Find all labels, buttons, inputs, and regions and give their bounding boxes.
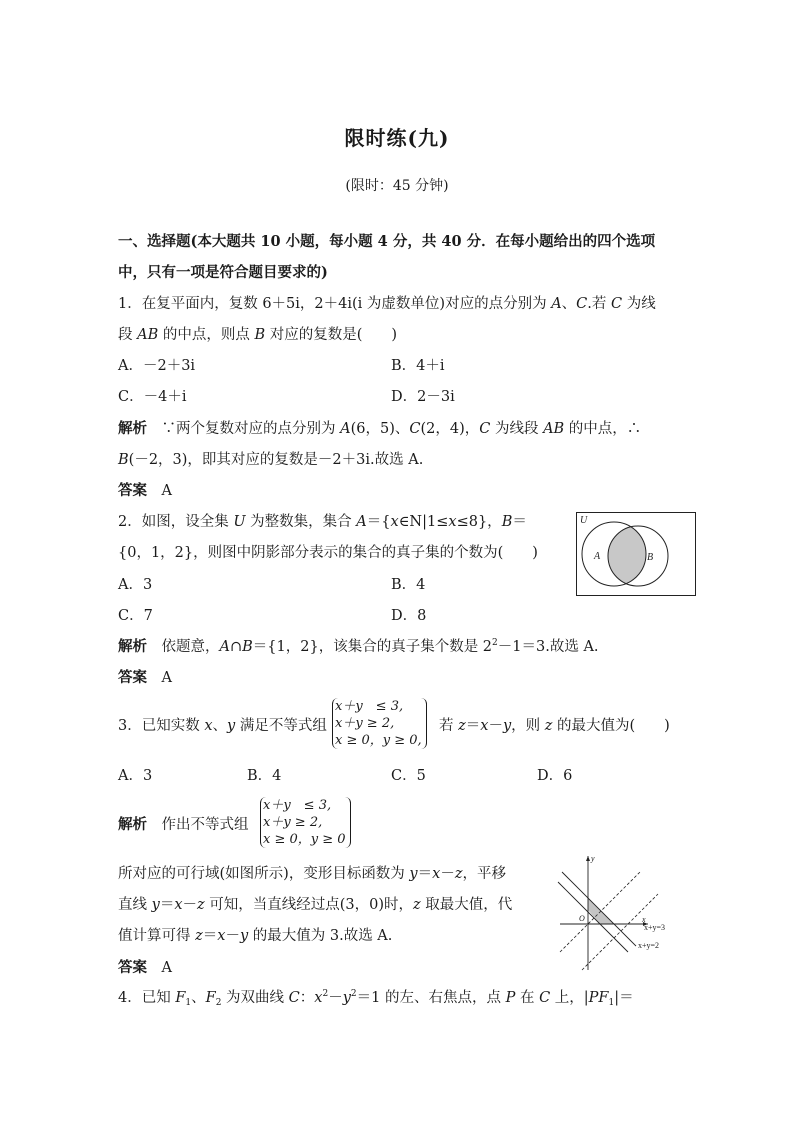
q1-solution-line2: B(－2，3)，即其对应的复数是－2＋3i.故选 A. [118, 452, 424, 468]
q2-solution-label: 解析 [118, 638, 147, 655]
q3-option-d: D．6 [537, 768, 573, 784]
graph-label-origin: O [579, 914, 585, 923]
q2-option-b: B．4 [391, 577, 426, 593]
line-x-plus-y-3 [562, 872, 636, 946]
venn-label-a: A [594, 551, 601, 562]
q3-stem-lead: 3．已知实数 x、y 满足不等式组 [118, 718, 327, 734]
q1-option-d: D．2－3i [391, 389, 455, 405]
q1-answer-label: 答案 [118, 482, 147, 499]
q2-solution: 解析 依题意，A∩B＝{1，2}，该集合的真子集个数是 $2^2-1=3$.故选 A. [118, 638, 599, 655]
q2-option-a: A．3 [118, 577, 153, 593]
venn-label-u: U [580, 515, 588, 526]
q3-answer-value: A [161, 960, 172, 976]
section-heading-line2: 中，只有一项是符合题目要求的) [118, 264, 328, 281]
q3-option-a: A．3 [118, 768, 153, 784]
q3-stem-tail: 若 z＝x－y，则 z 的最大值为( ) [439, 718, 670, 734]
q2-answer-value: A [161, 670, 172, 686]
q3-solution-label: 解析 [118, 816, 147, 833]
objective-line-through-origin [560, 872, 640, 952]
q1-stem-line2: 段 AB 的中点，则点 B 对应的复数是( ) [118, 327, 398, 343]
graph-label-y: y [591, 854, 595, 863]
graph-label-x: x [642, 915, 646, 924]
y-axis-arrow [586, 856, 590, 861]
section-heading-line1: 一、选择题(本大题共 10 小题，每小题 4 分，共 40 分．在每小题给出的四个选项 [118, 233, 656, 250]
q3-solution-inequality-system: x＋y ≤ 3, x＋y ≥ 2, x ≥ 0，y ≥ 0 [260, 797, 351, 848]
q3-answer-label: 答案 [118, 959, 147, 976]
q2-answer-label: 答案 [118, 669, 147, 686]
page-title: 限时练(九) [344, 126, 450, 150]
q1-option-b: B．4＋i [391, 358, 445, 374]
q1-answer-value: A [161, 483, 172, 499]
graph-label-line-3: x+y=3 [644, 923, 666, 932]
q2-option-c: C．7 [118, 608, 153, 624]
time-limit: (限时：45 分钟) [345, 178, 449, 194]
venn-label-b: B [647, 552, 654, 563]
venn-diagram [576, 512, 696, 597]
q3-answer [118, 958, 172, 978]
q1-stem-line1: 1．在复平面内，复数 6＋5i，2＋4i(i 为虚数单位)对应的点分别为 A、C.若 C 为线 [118, 296, 656, 312]
q1-solution-line1: 解析 ∵两个复数对应的点分别为 A(6，5)、C(2，4)，C 为线段 AB 的中点，∴ [118, 420, 642, 437]
q3-solution-line3: 值计算可得 z＝x－y 的最大值为 3.故选 A. [118, 928, 393, 944]
q1-option-a: A．－2＋3i [118, 358, 196, 374]
q2-stem-line1: 2．如图，设全集 U 为整数集，集合 A＝{x∈N|1≤x≤8}，B＝ [118, 514, 527, 530]
q2-answer [118, 668, 172, 688]
graph-label-line-2: x+y=2 [638, 941, 660, 950]
feasible-region-graph [552, 852, 677, 974]
q3-option-b: B．4 [247, 768, 282, 784]
q3-solution-line2: 直线 y＝x－z 可知，当直线经过点(3，0)时，z 取最大值，代 [118, 897, 513, 913]
q2-stem-line2: {0，1，2}，则图中阴影部分表示的集合的真子集的个数为( ) [118, 545, 538, 561]
q3-inequality-system: x＋y ≤ 3, x＋y ≥ 2, x ≥ 0，y ≥ 0, [332, 698, 427, 749]
line-x-plus-y-2 [558, 882, 628, 952]
q1-answer [118, 481, 172, 501]
q1-option-c: C．－4＋i [118, 389, 187, 405]
q1-solution-label: 解析 [118, 420, 147, 437]
q4-stem-line1: 4．已知 $F_1$、$F_2$ 为双曲线 C：$x^2-y^2=1$ 的左、右焦点，点 P 在 C 上，$|PF_1|=$ [118, 989, 634, 1008]
q3-solution-line1: 所对应的可行域(如图所示)，变形目标函数为 y＝x－z，平移 [118, 866, 506, 882]
q3-solution-lead: 解析 作出不等式组 [118, 816, 249, 833]
q2-option-d: D．8 [391, 608, 427, 624]
q3-option-c: C．5 [391, 768, 426, 784]
